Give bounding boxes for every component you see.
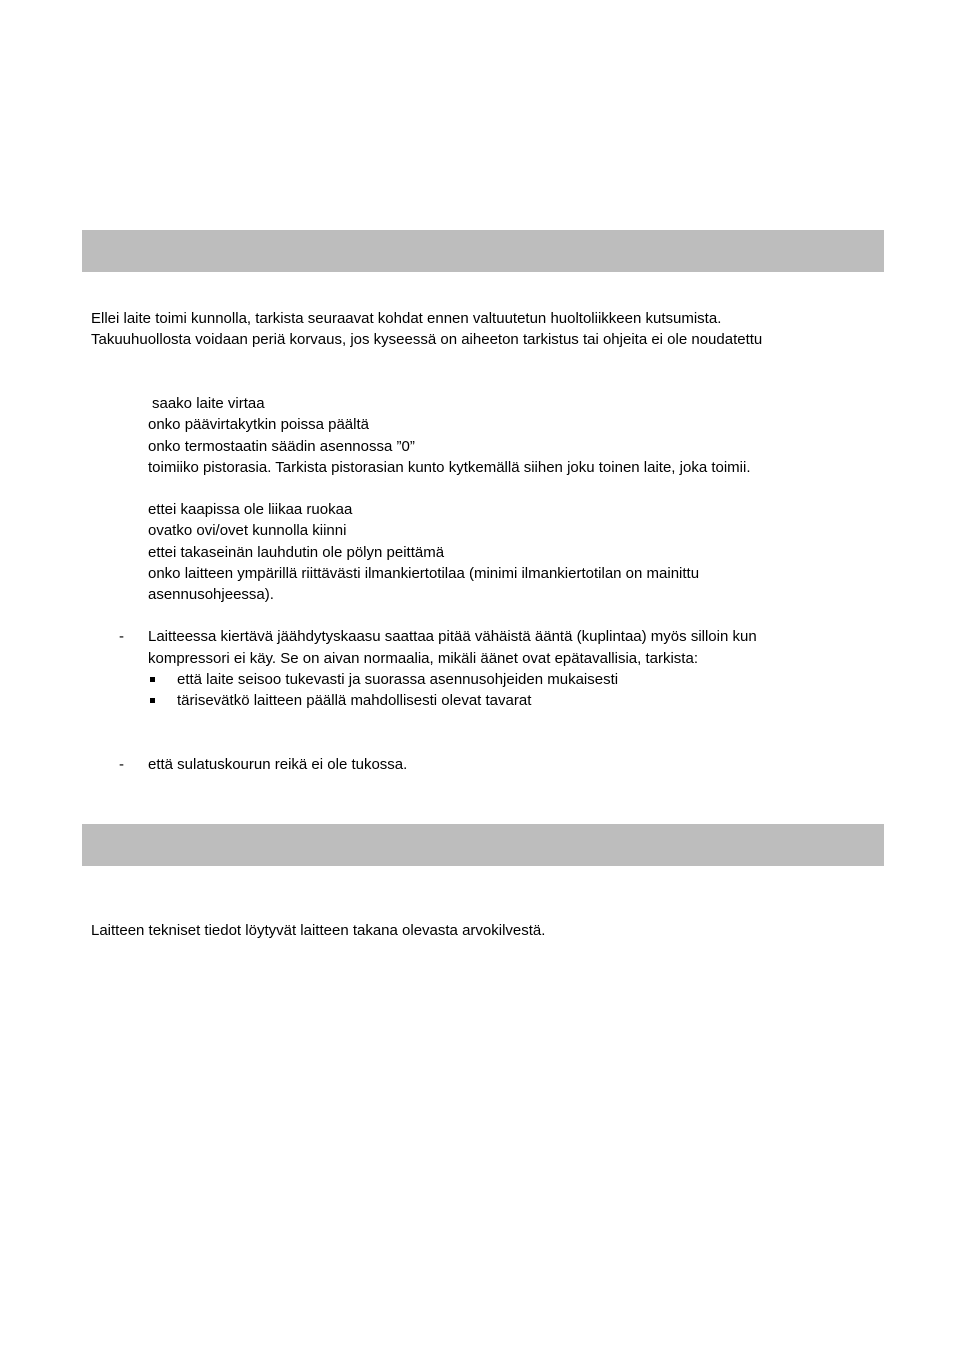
section-header-band-technical [82,824,884,866]
drain-item: että sulatuskourun reikä ei ole tukossa. [148,756,408,773]
check-item: saako laite virtaa [152,395,265,412]
noise-line-1: Laitteessa kiertävä jäähdytyskaasu saattaa pitää vähäistä ääntä (kuplintaa) myös silloin kun [148,628,757,645]
check-item: toimiiko pistorasia. Tarkista pistorasian kunto kytkemällä siihen joku toinen laite, joka toimii. [148,459,751,476]
intro-line-1: Ellei laite toimi kunnolla, tarkista seuraavat kohdat ennen valtuutetun huoltoliikkeen kutsumista. [91,310,722,327]
check-item: onko päävirtakytkin poissa päältä [148,416,369,433]
check-item: ovatko ovi/ovet kunnolla kiinni [148,522,347,539]
check-item: ettei takaseinän lauhdutin ole pölyn peittämä [148,544,445,561]
intro-line-2: Takuuhuollosta voidaan periä korvaus, jos kyseessä on aiheeton tarkistus tai ohjeita ei ole noudatettu [91,331,763,348]
noise-sub-item: että laite seisoo tukevasti ja suorassa asennusohjeiden mukaisesti [177,671,619,688]
check-item: asennusohjeessa). [148,586,274,603]
check-item: onko laitteen ympärillä riittävästi ilmankiertotilaa (minimi ilmankiertotilan on mainittu [148,565,700,582]
noise-line-2: kompressori ei käy. Se on aivan normaalia, mikäli äänet ovat epätavallisia, tarkista: [148,650,698,667]
section-header-band-troubleshooting [82,230,884,272]
list-dash: - [119,628,124,645]
list-dash: - [119,756,124,773]
square-bullet-icon [150,698,155,703]
check-item: onko termostaatin säädin asennossa ”0” [148,438,415,455]
check-item: ettei kaapissa ole liikaa ruokaa [148,501,353,518]
square-bullet-icon [150,677,155,682]
noise-sub-item: tärisevätkö laitteen päällä mahdollisesti olevat tavarat [177,692,532,709]
technical-info-text: Laitteen tekniset tiedot löytyvät laitteen takana olevasta arvokilvestä. [91,922,546,939]
